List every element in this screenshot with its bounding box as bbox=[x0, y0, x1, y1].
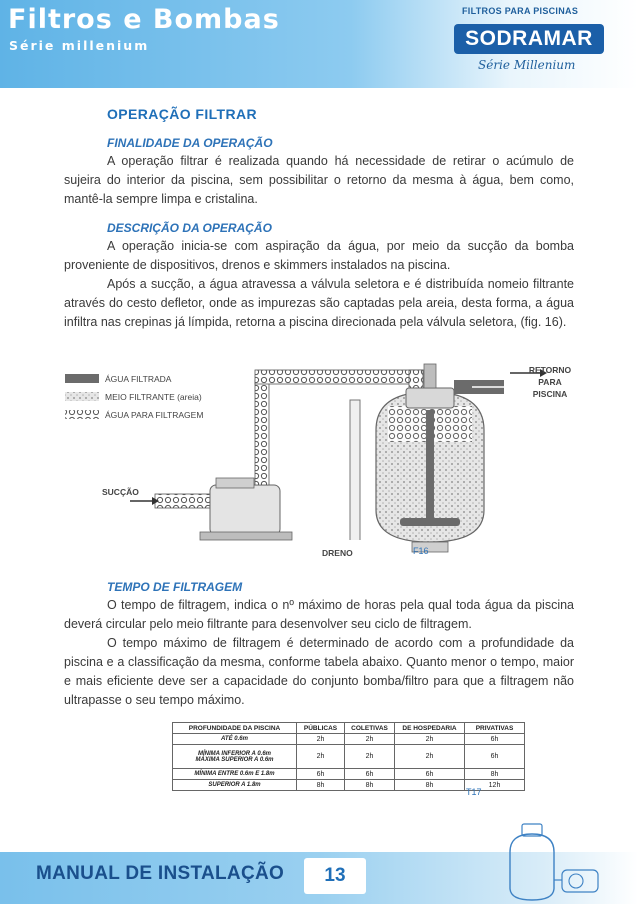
row-label-line-2: MÁXIMA SUPERIOR A 0.6m bbox=[195, 756, 274, 763]
label-retorno-1: RETORNO bbox=[528, 365, 572, 375]
table-row bbox=[173, 734, 525, 745]
page-header bbox=[0, 0, 638, 88]
header-title: Filtros e Bombas bbox=[8, 4, 280, 35]
table-cell: 6h bbox=[345, 769, 395, 780]
label-dreno: DRENO bbox=[322, 548, 353, 558]
finalidade-paragraph: A operação filtrar é realizada quando há necessidade de retirar o acúmulo de sujeira do interior da piscina, sem possibilitar o retorno da mesma à água, bem como, mantê-la sempre limpa e cristalina. bbox=[64, 154, 574, 206]
table-cell: 8h bbox=[395, 780, 465, 791]
table-cell: 8h bbox=[297, 780, 345, 791]
label-retorno-3: PISCINA bbox=[532, 389, 568, 399]
pump-base bbox=[200, 532, 292, 540]
legend-meio: MEIO FILTRANTE (areia) bbox=[105, 392, 202, 402]
footer-title: MANUAL DE INSTALAÇÃO bbox=[36, 863, 285, 884]
legend-swatch-para bbox=[65, 410, 99, 419]
brand-tag: FILTROS PARA PISCINAS bbox=[462, 6, 579, 16]
brand-series: Série Millenium bbox=[478, 58, 576, 72]
row-label-line-1: MÍNIMA INFERIOR A 0.6m bbox=[197, 750, 271, 757]
table-cell: 6h bbox=[465, 745, 525, 769]
label-succao: SUCÇÃO bbox=[102, 487, 139, 497]
figure-label: F16 bbox=[413, 546, 429, 556]
filter-pump-illustration bbox=[492, 822, 612, 904]
label-retorno-2: PARA bbox=[538, 377, 562, 387]
legend-para: ÁGUA PARA FILTRAGEM bbox=[105, 410, 204, 420]
finalidade-heading: FINALIDADE DA OPERAÇÃO bbox=[107, 136, 273, 150]
table-cell: 6h bbox=[465, 734, 525, 745]
table-cell: 2h bbox=[395, 745, 465, 769]
tempo-heading: TEMPO DE FILTRAGEM bbox=[107, 580, 243, 594]
table-label: T17 bbox=[466, 787, 482, 797]
filtration-table-wrap bbox=[172, 722, 525, 791]
valve-handle bbox=[424, 364, 436, 388]
table-cell: 2h bbox=[395, 734, 465, 745]
table-cell: 12h bbox=[465, 780, 525, 791]
header-coletivas: COLETIVAS bbox=[345, 723, 395, 734]
tempo-paragraph-1: O tempo de filtragem, indica o nº máximo de horas pela qual toda água da piscina deverá circular pelo meio filtrante para desenvolver seu ciclo de filtragem. bbox=[64, 598, 574, 631]
header-privativas: PRIVATIVAS bbox=[465, 723, 525, 734]
header-subtitle: Série millenium bbox=[9, 38, 150, 53]
brand-block bbox=[448, 0, 630, 86]
table-cell: 2h bbox=[297, 745, 345, 769]
table-cell: 2h bbox=[297, 734, 345, 745]
drain-pipe bbox=[350, 400, 360, 540]
table-cell: 6h bbox=[395, 769, 465, 780]
table-row bbox=[173, 745, 525, 769]
row-label: SUPERIOR A 1.8m bbox=[173, 780, 297, 791]
table-cell: 8h bbox=[465, 769, 525, 780]
row-label: MÍNIMA ENTRE 0.6m E 1.8m bbox=[173, 769, 297, 780]
descricao-paragraph-2: Após a sucção, a água atravessa a válvula seletora e é distribuída nomeio filtrante através do cesto defletor, onde as impurezas são captadas pela areia, desta forma, a água infiltra nas crepinas já límpida, retorna a piscina direcionada pela válvula seletora, (fig. 16). bbox=[64, 277, 574, 329]
row-label bbox=[173, 745, 297, 769]
page-footer bbox=[0, 852, 638, 904]
legend-filtrada: ÁGUA FILTRADA bbox=[105, 374, 172, 384]
page-number: 13 bbox=[304, 858, 366, 894]
selector-valve bbox=[406, 388, 454, 408]
table-cell: 2h bbox=[345, 734, 395, 745]
row-label: ATÉ 0.6m bbox=[173, 734, 297, 745]
pump-cap bbox=[216, 478, 254, 488]
legend-swatch-filtrada bbox=[65, 374, 99, 383]
brand-logo: SODRAMAR bbox=[454, 24, 604, 54]
filtration-table bbox=[172, 722, 525, 791]
section-title: OPERAÇÃO FILTRAR bbox=[107, 106, 258, 122]
header-hospedaria: DE HOSPEDARIA bbox=[395, 723, 465, 734]
header-publicas: PÚBLICAS bbox=[297, 723, 345, 734]
descricao-heading: DESCRIÇÃO DA OPERAÇÃO bbox=[107, 221, 272, 235]
filter-diagram bbox=[60, 360, 580, 570]
table-cell: 2h bbox=[345, 745, 395, 769]
pump-body bbox=[210, 485, 280, 535]
pipe-top bbox=[255, 370, 423, 384]
tank-center-tube bbox=[426, 410, 434, 520]
tank-laterals bbox=[400, 518, 460, 526]
legend-swatch-meio bbox=[65, 392, 99, 401]
tempo-paragraph-2: O tempo máximo de filtragem é determinado de acordo com a profundidade da piscina e a classificação da mesma, conforme tabela abaixo. Quanto menor o tempo, maior e mais eficiente deve ser a capacidade do conjunto bomba/filtro para que a filtragem não ultrapasse o seu tempo máximo. bbox=[64, 636, 574, 707]
header-profundidade: PROFUNDIDADE DA PISCINA bbox=[173, 723, 297, 734]
pipe-pump-riser bbox=[255, 380, 269, 485]
table-cell: 6h bbox=[297, 769, 345, 780]
table-header-row bbox=[173, 723, 525, 734]
table-cell: 8h bbox=[345, 780, 395, 791]
descricao-paragraph-1: A operação inicia-se com aspiração da água, por meio da sucção da bomba proveniente de dispositivos, drenos e skimmers instalados na piscina. bbox=[64, 239, 574, 272]
table-row bbox=[173, 769, 525, 780]
